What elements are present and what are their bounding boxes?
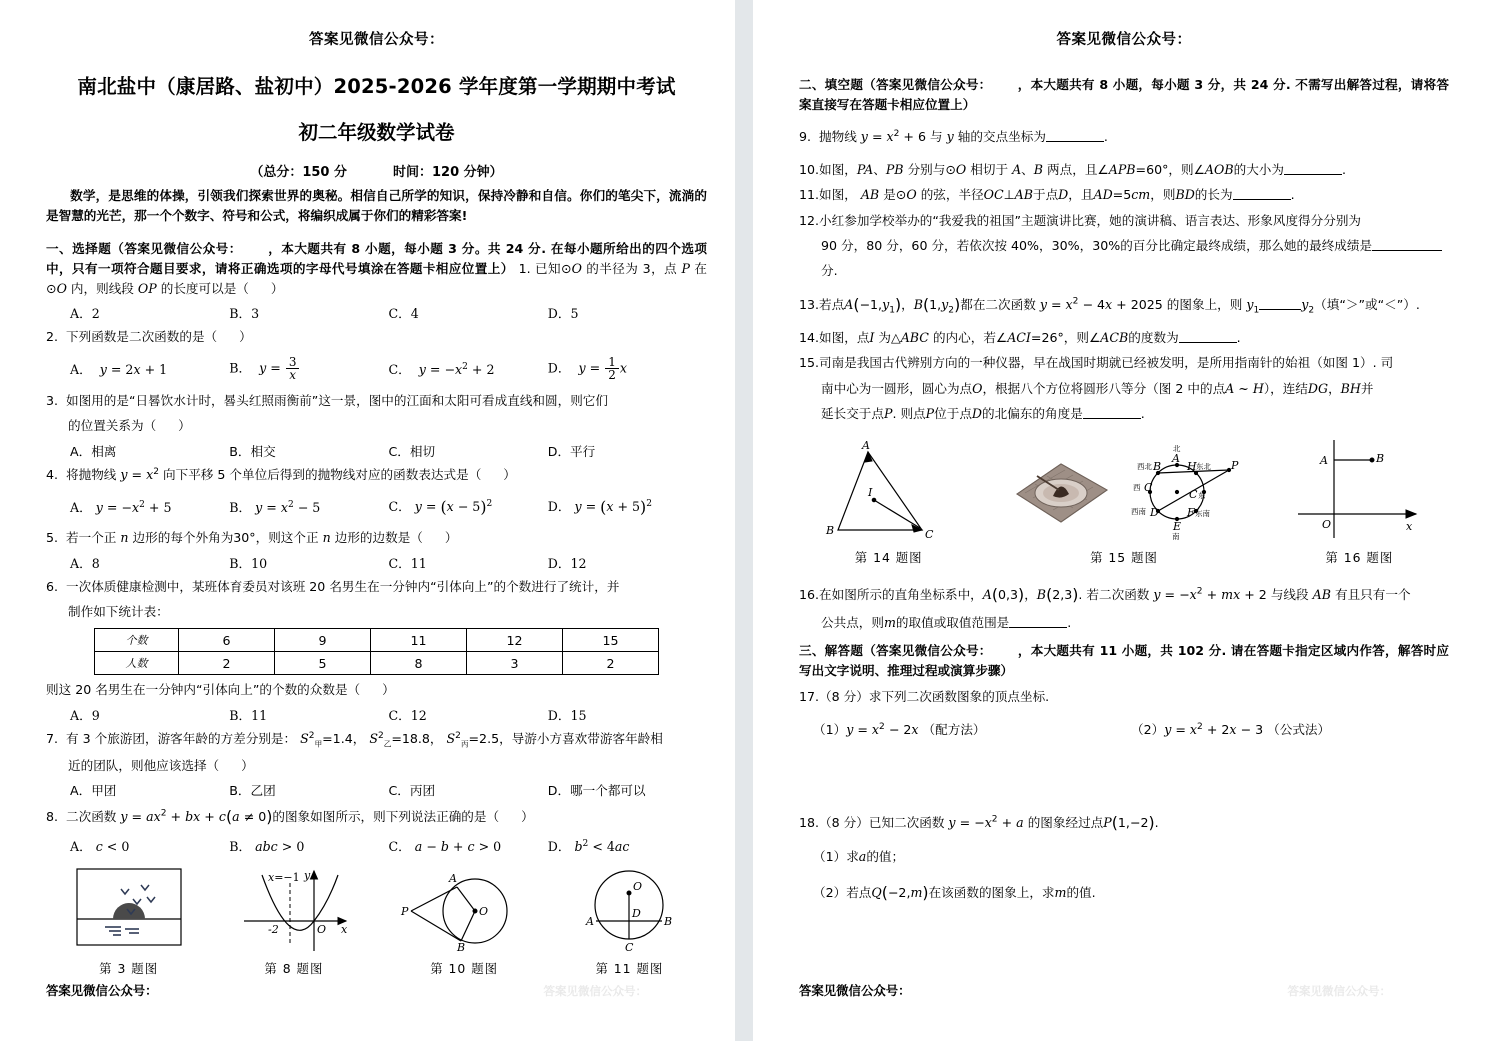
question-12 bbox=[799, 211, 1449, 231]
svg-text:C: C bbox=[625, 940, 634, 953]
question-14: 14.如图，点I 为△ABC 的内心，若∠ACI=26°，则∠ACB的度数为 . bbox=[799, 328, 1449, 348]
q4-text-b: 向下平移 5 个单位后得到的抛物线对应的函数表达式是（ bbox=[163, 466, 482, 482]
q15-line2: 南中心为一圆形，圆心为点O，根据八个方位将圆形八等分（图 2 中的点A ~ H），连结DG，BH并 bbox=[821, 380, 1374, 396]
section-3-head-b: ，本大题共有 11 小题，共 102 分. 请在答题卡指定区域内作答，解答时应写出文字说明、推理过程或演算步骤） bbox=[799, 643, 1449, 679]
section-2-heading bbox=[799, 75, 1449, 115]
q2-option-c[interactable]: C． $y = -x^2 + 2$ bbox=[388, 362, 495, 378]
q15-line3: 延长交于点P. 则点P位于点D的北偏东的角度是 . bbox=[821, 405, 1145, 421]
q7-option-b[interactable]: B．乙团 bbox=[229, 783, 276, 799]
figure-q8-caption: 第 8 题图 bbox=[264, 960, 324, 976]
q17-sub-2: $(2)y = x^2 + 2x - 3$ （公式法） bbox=[1131, 721, 1331, 737]
svg-text:P: P bbox=[1230, 459, 1239, 473]
q18-sub-1: （1）求a的值； bbox=[813, 849, 905, 865]
q7-option-a[interactable]: A．甲团 bbox=[70, 783, 117, 799]
svg-text:O: O bbox=[316, 922, 326, 936]
svg-text:东: 东 bbox=[1197, 491, 1206, 501]
page-1-footer bbox=[46, 981, 705, 999]
figure-q10 bbox=[399, 865, 529, 977]
table-cell: 12 bbox=[467, 629, 563, 652]
q1-option-a[interactable]: A．2 bbox=[70, 306, 100, 322]
svg-text:A: A bbox=[586, 914, 595, 928]
sunrise-river-icon bbox=[69, 865, 189, 953]
q7-num: 7. bbox=[46, 730, 59, 746]
q1-text-e: 的长度可以是（ bbox=[160, 281, 249, 297]
q3-line2: 的位置关系为（ ） bbox=[68, 418, 191, 434]
q18-sub-2: （2）若点Q(−2,m)在该函数的图象上，求m的值. bbox=[813, 882, 1096, 902]
exam-duration: 时间：120 分钟） bbox=[393, 165, 503, 180]
q7-text-b: ，导游小方喜欢带游客年龄相 bbox=[499, 730, 663, 746]
section-1-heading bbox=[46, 239, 707, 299]
q17-subquestions bbox=[799, 719, 1449, 738]
coordinate-segment-icon bbox=[1294, 438, 1424, 542]
q2-option-a[interactable]: A． y = 2x + 1 bbox=[70, 362, 168, 378]
question-18: 18.（8 分）已知二次函数 $y = -x^2 + a$ 的图象经过点P(1,−2). bbox=[799, 812, 1159, 832]
svg-text:H: H bbox=[1186, 460, 1197, 474]
q1-text-b: 的半径为 3，点 bbox=[586, 261, 678, 277]
q7-variance-1: =1.4 bbox=[322, 730, 353, 746]
q6-line1: 一次体质健康检测中，某班体育委员对该班 20 名男生在一分钟内“引体向上”的个数进行了统计，并 bbox=[66, 578, 620, 594]
q13-answer-blank[interactable] bbox=[1259, 298, 1301, 310]
q1-text-a: 已知⊙ bbox=[535, 261, 572, 277]
svg-text:O: O bbox=[1322, 518, 1332, 532]
q8-option-a[interactable]: A． c < 0 bbox=[70, 838, 130, 854]
svg-text:南: 南 bbox=[1171, 532, 1180, 542]
q4-num: 4. bbox=[46, 466, 59, 482]
q15-line1: 司南是我国古代辨别方向的一种仪器，早在战国时期就已经被发明，是所用指南针的始祖（如图 1）. 司 bbox=[819, 355, 1394, 371]
footer-note: 答案见微信公众号： bbox=[799, 983, 911, 998]
table-row bbox=[95, 652, 659, 675]
q4-options bbox=[46, 489, 707, 523]
figure-q8 bbox=[234, 865, 354, 977]
total-score: （总分：150 分 bbox=[250, 165, 347, 180]
q4-option-b[interactable]: B． $y = x^2 - 5$ bbox=[229, 499, 321, 515]
q7-variance-3: =2.5 bbox=[468, 730, 500, 746]
svg-text:F: F bbox=[1186, 506, 1195, 520]
sinan-compass-icon bbox=[1125, 438, 1245, 542]
table-cell: 6 bbox=[179, 629, 275, 652]
figure-q10-caption: 第 10 题图 bbox=[430, 960, 499, 976]
q10-answer-blank[interactable] bbox=[1284, 163, 1342, 175]
q17-sub-1: $(1)y = x^2 - 2x$ （配方法） bbox=[813, 721, 986, 737]
q5-num: 5. bbox=[46, 530, 59, 546]
q6-option-d[interactable]: D．15 bbox=[547, 707, 587, 723]
page-2-header-wechat: 答案见微信公众号： bbox=[1056, 32, 1192, 48]
question-9: 9. 抛物线 $y = x^2 + 6$ 与 y 轴的交点坐标为 . bbox=[799, 127, 1449, 148]
svg-text:东南: 东南 bbox=[1194, 509, 1210, 519]
figure-strip-left bbox=[46, 865, 707, 977]
q12-line3: 分. bbox=[821, 263, 838, 279]
q7-options bbox=[46, 780, 707, 799]
q6-line3: 则这 20 名男生在一分钟内“引体向上”的个数的众数是（ ） bbox=[46, 682, 395, 698]
q11-num: 11. bbox=[799, 187, 820, 203]
svg-text:西南: 西南 bbox=[1130, 507, 1146, 517]
q12-line2: 90 分，80 分，60 分，若依次按 40%，30%，30%的百分比确定最终成绩，那么她的最终成绩是 bbox=[799, 236, 1449, 256]
q1-option-b[interactable]: B．3 bbox=[229, 306, 260, 322]
q6-options bbox=[46, 705, 707, 724]
q18-num: 18. bbox=[799, 814, 820, 830]
table-row1-label: 个数 bbox=[95, 629, 179, 652]
question-13: 13.若点$A(-1,y_1)$，$B(1,y_2)$都在二次函数 $y = x^2 - 4x + 2025$ 的图象上，则 $y_1$ $y_2$（填“＞”或“＜”）. bbox=[799, 294, 1420, 316]
figure-q16-caption: 第 16 题图 bbox=[1325, 550, 1394, 566]
q7-option-d[interactable]: D．哪一个都可以 bbox=[547, 783, 646, 799]
q1-option-c[interactable]: C．4 bbox=[388, 306, 419, 322]
q14-answer-blank[interactable] bbox=[1179, 331, 1237, 343]
q4-option-a[interactable]: A． $y = -x^2 + 5$ bbox=[70, 499, 172, 515]
q3-option-b[interactable]: B．相交 bbox=[229, 443, 276, 459]
svg-text:西北: 西北 bbox=[1136, 462, 1152, 472]
q15-answer-blank[interactable] bbox=[1083, 407, 1141, 419]
q2-close: ） bbox=[239, 329, 252, 345]
svg-text:O: O bbox=[479, 904, 489, 918]
q6-num: 6. bbox=[46, 578, 59, 594]
question-8: 8. 二次函数 $y = ax^2$ + bx + c(a ≠ 0)的图象如图所示，则下列说法正确的是（ ） bbox=[46, 807, 534, 827]
page-header-wechat: 答案见微信公众号： bbox=[309, 32, 444, 48]
q12-num: 12. bbox=[799, 212, 820, 228]
table-cell: 2 bbox=[563, 652, 659, 675]
q8-option-b[interactable]: B． abc > 0 bbox=[229, 838, 305, 854]
svg-text:B: B bbox=[664, 914, 673, 928]
question-10: 10.如图，PA、PB 分别与⊙O 相切于 A、B 两点，且∠APB=60°，则∠AOB的大小为 . bbox=[799, 160, 1449, 180]
question-16: 16.在如图所示的直角坐标系中，A(0,3)，B(2,3). 若二次函数 $y = -x^2$ + mx + 2 与线段 AB 有且只有一个 bbox=[799, 585, 1411, 605]
q5-option-c[interactable]: C．11 bbox=[388, 555, 427, 571]
footer-watermark: 答案见微信公众号： bbox=[1287, 984, 1391, 998]
q5-options bbox=[46, 553, 707, 572]
q6-option-c[interactable]: C．12 bbox=[388, 707, 427, 723]
section-2-head-b: ，本大题共有 8 小题，每小题 3 分，共 24 分. 不需写出解答过程，请将答案直接写在答题卡相应位置上） bbox=[799, 77, 1450, 113]
q1-option-d[interactable]: D．5 bbox=[547, 306, 579, 322]
q9-num: 9. bbox=[799, 129, 812, 145]
q3-num: 3. bbox=[46, 392, 59, 408]
table-row2-label: 人数 bbox=[95, 652, 179, 675]
svg-text:x=−1: x=−1 bbox=[267, 870, 300, 884]
incenter-triangle-icon bbox=[824, 438, 954, 542]
exam-page-2 bbox=[753, 0, 1489, 1041]
q3-options bbox=[46, 441, 707, 460]
svg-text:B: B bbox=[1152, 460, 1162, 474]
q14-num: 14. bbox=[799, 329, 820, 345]
q9-answer-blank[interactable] bbox=[1046, 131, 1104, 143]
q10-num: 10. bbox=[799, 161, 820, 177]
page-2-footer bbox=[799, 981, 1449, 999]
intro-paragraph bbox=[46, 186, 707, 225]
section-1-head-a: 一、选择题（答案见微信公众号： bbox=[46, 241, 242, 257]
svg-text:P: P bbox=[401, 904, 409, 918]
svg-text:y: y bbox=[303, 868, 311, 882]
table-cell: 11 bbox=[371, 629, 467, 652]
page-subtitle: 初二年级数学试卷 bbox=[298, 121, 455, 144]
q17-num: 17. bbox=[799, 688, 820, 704]
page-title: 南北盐中（康居路、盐初中）2025-2026 学年度第一学期期中考试 bbox=[77, 75, 676, 98]
question-11: 11.如图， AB 是⊙O 的弦，半径OC⊥AB于点D，且AD=5cm，则BD的长为 . bbox=[799, 185, 1449, 205]
tangent-circle-icon bbox=[399, 865, 529, 953]
figure-q14 bbox=[824, 438, 954, 566]
q1-num: 1. bbox=[518, 261, 531, 277]
q7-text-a: 有 3 个旅游团，游客年龄的方差分别是： bbox=[66, 730, 297, 746]
q7-option-c[interactable]: C．丙团 bbox=[388, 783, 436, 799]
chord-circle-icon bbox=[574, 865, 684, 953]
svg-text:B: B bbox=[1376, 452, 1385, 466]
svg-text:北: 北 bbox=[1172, 444, 1181, 454]
section-1-head-b: ，本大题共有 8 小题，每小题 3 分。共 24 分. 在每小题所给出的四个选项中，只有一项符合题目要求，请将正确选项的字母代号填涂在答题卡相应位置上） bbox=[46, 241, 708, 277]
table-cell: 9 bbox=[275, 629, 371, 652]
q12-line1: 小红参加学校举办的“我爱我的祖国”主题演讲比赛，她的演讲稿、语言表达、形象风度得分分别为 bbox=[819, 212, 1362, 228]
q5-option-b[interactable]: B．10 bbox=[229, 555, 268, 571]
svg-text:A: A bbox=[861, 439, 870, 453]
q1-text-c: 在⊙ bbox=[46, 261, 707, 297]
svg-text:-2: -2 bbox=[267, 922, 279, 936]
question-2 bbox=[46, 327, 707, 347]
q5-option-a[interactable]: A．8 bbox=[70, 555, 100, 571]
q2-text: 下列函数是二次函数的是（ bbox=[66, 329, 218, 345]
question-1: 1. 已知⊙O 的半径为 3，点 P 在⊙O 内，则线段 OP 的长度可以是（ ） bbox=[46, 261, 707, 297]
q4-option-c[interactable]: C． $y = (x - 5)^2$ bbox=[388, 497, 493, 517]
q4-option-d[interactable]: D． $y = (x + 5)^2$ bbox=[547, 497, 652, 517]
q13-num: 13. bbox=[799, 296, 820, 312]
exam-meta bbox=[46, 161, 707, 180]
table-cell: 2 bbox=[179, 652, 275, 675]
sinan-photo-icon bbox=[1003, 438, 1119, 542]
q16-num: 16. bbox=[799, 587, 820, 603]
table-row bbox=[95, 629, 659, 652]
q8-option-c[interactable]: C． a − b + c > 0 bbox=[388, 838, 502, 854]
q6-option-b[interactable]: B．11 bbox=[229, 707, 268, 723]
question-15 bbox=[799, 353, 1449, 373]
table-cell: 5 bbox=[275, 652, 371, 675]
svg-text:C: C bbox=[924, 528, 934, 542]
q1-text-f: ） bbox=[270, 281, 284, 297]
q7-variance-2: =18.8 bbox=[391, 730, 430, 746]
q3-option-a[interactable]: A．相离 bbox=[70, 443, 117, 459]
q7-line2: 近的团队，则他应该选择（ ） bbox=[68, 757, 254, 773]
svg-text:B: B bbox=[825, 524, 834, 538]
figure-q15 bbox=[1003, 438, 1245, 566]
q2-option-d[interactable]: D． y = $\frac{1}{2}$ x bbox=[547, 354, 627, 383]
q3-option-d[interactable]: D．平行 bbox=[547, 443, 596, 459]
q1-text-d: 内，则线段 bbox=[70, 281, 134, 297]
q2-options bbox=[46, 352, 707, 386]
svg-text:x: x bbox=[340, 922, 348, 936]
svg-text:B: B bbox=[457, 940, 466, 953]
section-2-head-a: 二、填空题（答案见微信公众号： bbox=[799, 77, 992, 92]
figure-q3-caption: 第 3 题图 bbox=[99, 960, 159, 976]
table-cell: 15 bbox=[563, 629, 659, 652]
q11-answer-blank[interactable] bbox=[1233, 188, 1291, 200]
page-separator bbox=[735, 0, 753, 1041]
svg-text:C: C bbox=[1143, 481, 1153, 495]
question-6 bbox=[46, 577, 707, 597]
q3-option-c[interactable]: C．相切 bbox=[388, 443, 436, 459]
footer-note: 答案见微信公众号： bbox=[46, 983, 158, 998]
figure-q15-caption: 第 15 题图 bbox=[1090, 550, 1158, 566]
q8-options bbox=[46, 836, 707, 855]
table-cell: 3 bbox=[467, 652, 563, 675]
question-7: 7. 有 3 个旅游团，游客年龄的方差分别是： $S^2_甲=1.4$， $S^2_乙=18.8$， $S^2_丙=2.5$，导游小方喜欢带游客年龄相 bbox=[46, 730, 663, 749]
q12-answer-blank[interactable] bbox=[1372, 239, 1442, 251]
q1-options bbox=[46, 303, 707, 322]
q16-line2: 公共点，则m的取值或取值范围是 . bbox=[821, 614, 1072, 630]
footer-watermark: 答案见微信公众号： bbox=[543, 984, 647, 998]
figure-q11-caption: 第 11 题图 bbox=[595, 960, 664, 976]
svg-text:C: C bbox=[1188, 488, 1198, 502]
svg-text:A: A bbox=[1320, 454, 1329, 468]
intro-text: 数学，是思维的体操，引领我们探索世界的奥秘。相信自己所学的知识，保持冷静和自信。你们的笔尖下，流淌的是智慧的光芒，那一个个数字、符号和公式，将编织成属于你们的精彩答案! bbox=[46, 188, 707, 223]
question-17: 17.（8 分）求下列二次函数图象的顶点坐标. bbox=[799, 687, 1449, 707]
q16-answer-blank[interactable] bbox=[1009, 616, 1067, 628]
figure-q14-caption: 第 14 题图 bbox=[854, 550, 923, 566]
q2-option-b[interactable]: B． y = $\frac{3}{x}$ bbox=[229, 356, 388, 382]
svg-text:东北: 东北 bbox=[1195, 462, 1211, 472]
svg-text:O: O bbox=[633, 879, 643, 893]
svg-text:A: A bbox=[449, 871, 458, 885]
figure-strip-right bbox=[799, 438, 1449, 566]
svg-text:x: x bbox=[1406, 520, 1413, 534]
table-cell: 8 bbox=[371, 652, 467, 675]
q15-num: 15. bbox=[799, 355, 820, 371]
section-3-head-a: 三、解答题（答案见微信公众号： bbox=[799, 643, 992, 659]
statistics-table bbox=[94, 628, 659, 675]
svg-text:I: I bbox=[867, 486, 873, 500]
q3-line1: 如图用的是“日晷饮水计时，晷头红照雨衡前”这一景，图中的江面和太阳可看成直线和圆，则它们 bbox=[66, 392, 608, 408]
figure-q3 bbox=[69, 865, 189, 977]
svg-text:E: E bbox=[1172, 520, 1182, 534]
svg-text:D: D bbox=[1149, 506, 1159, 520]
q5-option-d[interactable]: D．12 bbox=[547, 555, 587, 571]
q8-num: 8. bbox=[46, 808, 59, 824]
figure-q16 bbox=[1294, 438, 1424, 566]
q4-text-a: 将抛物线 bbox=[66, 466, 117, 482]
q2-num: 2. bbox=[46, 329, 59, 345]
q8-option-d[interactable]: D． $b^2 < 4ac$ bbox=[547, 838, 630, 854]
q6-option-a[interactable]: A．9 bbox=[70, 707, 100, 723]
question-5: 5. 若一个正 n 边形的每个外角为30°，则这个正 n 边形的边数是（ ） bbox=[46, 528, 707, 548]
parabola-icon bbox=[234, 865, 354, 953]
q6-line2: 制作如下统计表： bbox=[68, 603, 169, 619]
question-4: 4. 将抛物线 $y = x^2$ 向下平移 5 个单位后得到的抛物线对应的函数表达式是（ ） bbox=[46, 465, 707, 486]
section-3-heading bbox=[799, 641, 1449, 681]
svg-text:A: A bbox=[1171, 452, 1180, 466]
question-3 bbox=[46, 391, 707, 411]
exam-page-1 bbox=[0, 0, 735, 1041]
figure-q11 bbox=[574, 865, 684, 977]
svg-text:D: D bbox=[632, 906, 642, 920]
svg-text:西: 西 bbox=[1132, 483, 1141, 493]
